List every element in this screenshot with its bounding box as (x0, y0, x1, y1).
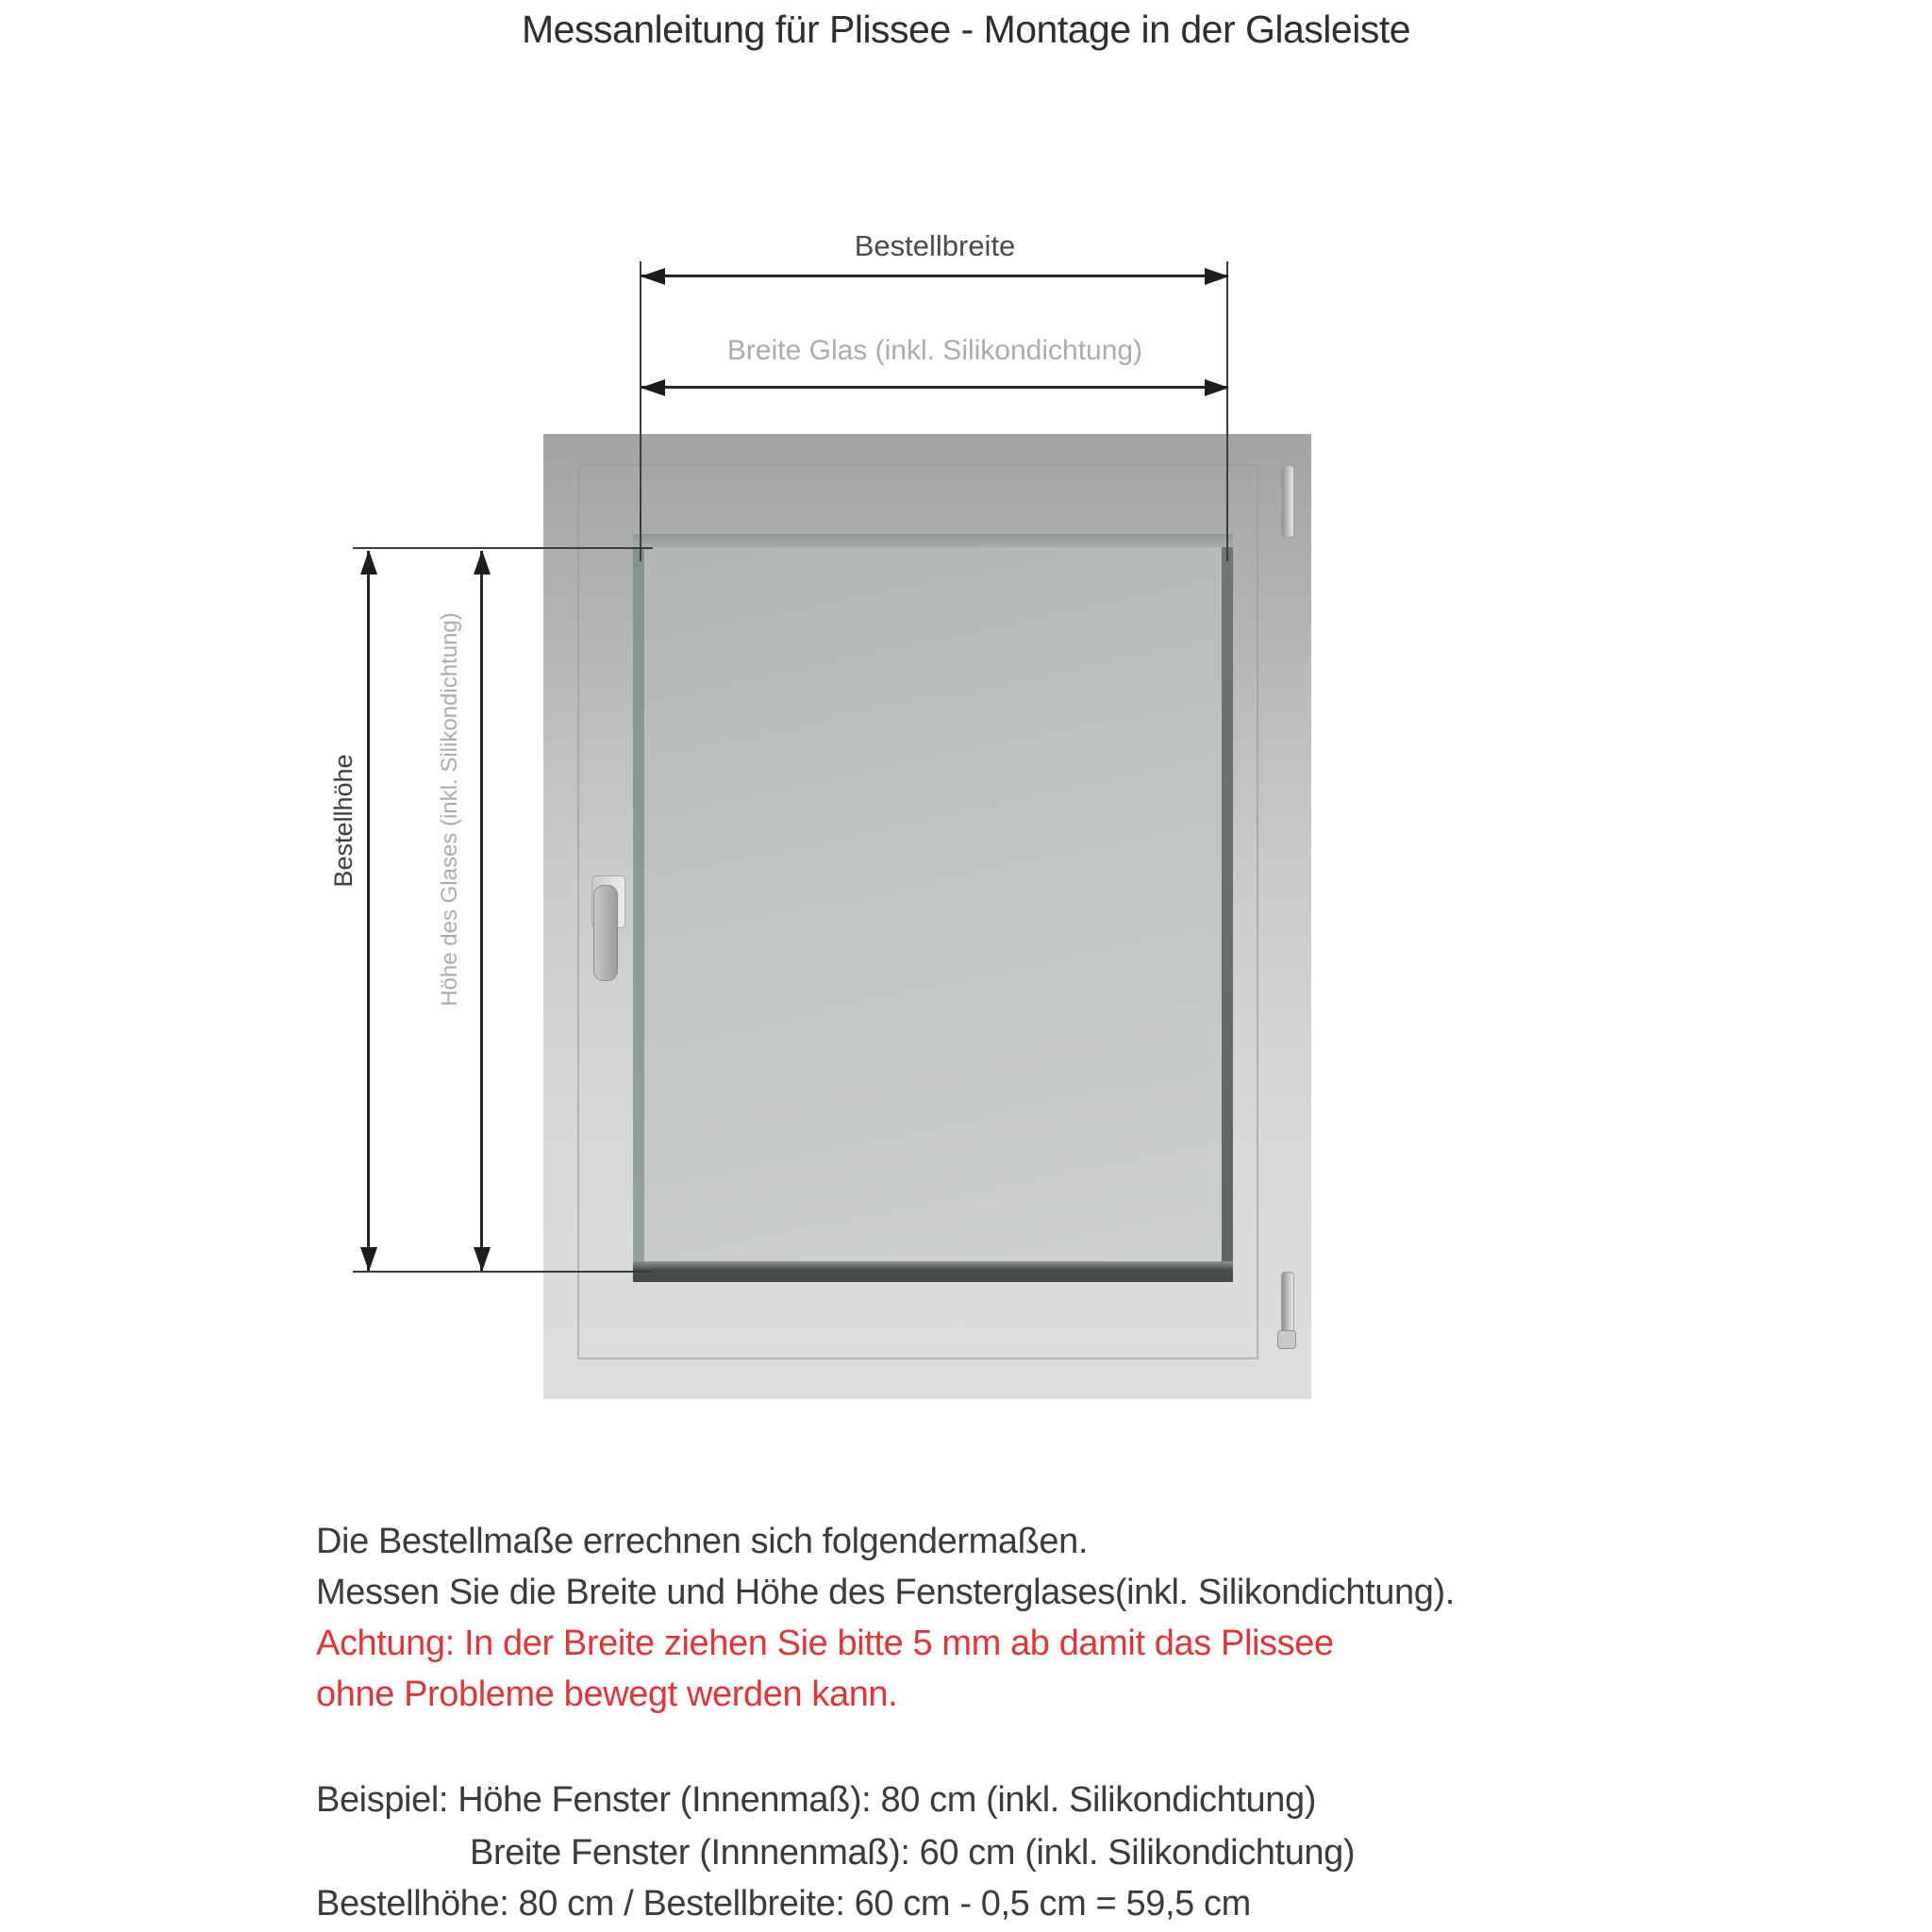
glass-width-label: Breite Glas (inkl. Silikondichtung) (726, 335, 1143, 366)
glass-height-label: Höhe des Glases (inkl. Silikondichtung) (437, 612, 462, 1007)
order-width-label: Bestellbreite (854, 229, 1016, 262)
example-line-2: Breite Fenster (Innnenmaß): 60 cm (inkl. Silikondichtung) (470, 1833, 1356, 1873)
hinge-top-icon (1281, 465, 1294, 538)
window-frame (543, 434, 1311, 1399)
glass-unit (633, 534, 1233, 1282)
extension-line-top-horizontal (353, 547, 653, 549)
instruction-line-1: Die Bestellmaße errechnen sich folgendermaßen. (316, 1522, 1089, 1561)
glazing-bead-bottom (633, 1261, 1233, 1282)
extension-line-left-vertical (640, 261, 641, 561)
instruction-line-2: Messen Sie die Breite und Höhe des Fensterglases(inkl. Silikondichtung). (316, 1573, 1455, 1612)
hinge-bottom-icon (1281, 1272, 1294, 1336)
window-handle-icon (593, 885, 618, 981)
glazing-bead-right (1222, 547, 1233, 1261)
example-line-1: Beispiel: Höhe Fenster (Innenmaß): 80 cm (inkl. Silikondichtung) (316, 1780, 1316, 1820)
glass-width-dimension-arrow (641, 386, 1228, 389)
hinge-knob-icon (1277, 1330, 1296, 1349)
glass-pane (644, 547, 1222, 1261)
extension-line-bottom-horizontal (353, 1271, 653, 1273)
extension-line-right-vertical (1226, 261, 1228, 561)
warning-line-1: Achtung: In der Breite ziehen Sie bitte 5 mm ab damit das Plissee (316, 1624, 1334, 1663)
order-height-dimension-arrow (367, 551, 370, 1271)
glass-height-dimension-arrow (480, 551, 483, 1271)
glazing-bead-top (633, 534, 1233, 547)
order-width-dimension-arrow (641, 275, 1228, 277)
example-line-3: Bestellhöhe: 80 cm / Bestellbreite: 60 cm - 0,5 cm = 59,5 cm (316, 1884, 1251, 1924)
page-title: Messanleitung für Plissee - Montage in der Glasleiste (521, 8, 1411, 51)
order-height-label: Bestellhöhe (329, 754, 358, 888)
warning-line-2: ohne Probleme bewegt werden kann. (316, 1674, 898, 1714)
glazing-bead-left (633, 547, 644, 1261)
